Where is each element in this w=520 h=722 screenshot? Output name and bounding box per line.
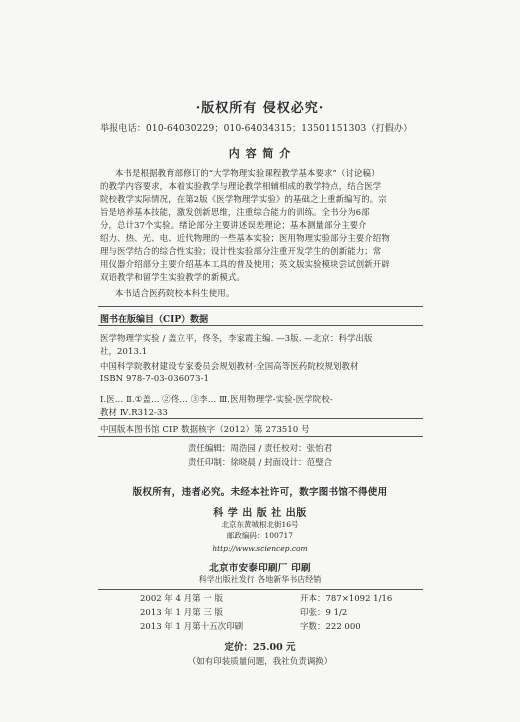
distributor: 科学出版社发行 各地新华书店经销	[198, 575, 322, 584]
publisher-url: http://www.sciencep.com	[212, 544, 308, 553]
cip-line: 中国科学院教材建设专家委员会规划教材·全国高等医药院校规划教材	[100, 361, 359, 371]
edition-row-left: 2013 年 1 月第十五次印刷	[140, 622, 244, 632]
cip-mid-rule	[98, 418, 423, 419]
intro-line: 院校教学实际情况，在第2版《医学物理学实验》的基础之上重新编写的。宗	[100, 194, 387, 204]
cip-line: 教材 Ⅳ.R312-33	[100, 407, 169, 417]
isbn: ISBN 978-7-03-036073-1	[100, 373, 210, 383]
publisher-name: 科 学 出 版 社 出版	[213, 508, 307, 519]
quality-note: （如有印装质量问题，我社负责调换）	[187, 657, 333, 667]
printer-name: 北京市安泰印刷厂 印刷	[209, 563, 311, 574]
staff-line-2: 责任印制：徐晓晨 / 封面设计：范璧合	[187, 458, 333, 468]
rights-notice: 版权所有，违者必究。未经本社许可，数字图书馆不得使用	[132, 487, 388, 498]
intro-line: 用仪器介绍部分主要介绍基本工具的普及使用；英文版实验模块尝试创新开辟	[100, 259, 390, 269]
intro-line: 本书是根据教育部修订的“大学物理实验课程教学基本要求”（讨论稿）	[115, 168, 380, 178]
cip-number: 中国版本图书馆 CIP 数据核字（2012）第 273510 号	[100, 424, 310, 434]
edition-top-rule	[98, 589, 423, 590]
cip-line: 医学物理学实验 / 盖立平，佟冬，李家霞主编. —3版. —北京：科学出版	[100, 333, 373, 343]
cip-title: 图书在版编目（CIP）数据	[100, 315, 209, 325]
intro-heading: 内 容 简 介	[228, 147, 292, 160]
price: 定价：25.00 元	[224, 642, 296, 653]
intro-line: 旨是培养基本技能，激发创新思维，注重综合能力的训练。全书分为6部	[100, 207, 370, 217]
publisher-postcode: 邮政编码：100717	[226, 531, 294, 540]
staff-line-1: 责任编辑：周浩园 / 责任校对：张怡君	[187, 444, 333, 454]
edition-row-right: 开本：787×1092 1/16	[300, 594, 393, 604]
edition-row-right: 印张：9 1/2	[300, 608, 348, 618]
publisher-address: 北京东黄城根北街16号	[221, 520, 299, 529]
cip-line: Ⅰ.医… Ⅱ.①盖… ②佟… ③李… Ⅲ.医用物理学-实验-医学院校-	[100, 394, 333, 404]
intro-audience: 本书适合医药院校本科生使用。	[115, 288, 235, 298]
intro-line: 理与医学结合的综合性实验；设计性实验部分注重开发学生的创新能力；常	[100, 246, 382, 256]
intro-line: 双语教学和留学生实验教学的新模式。	[100, 272, 245, 282]
hotline-text: 举报电话：010-64030229；010-64034315；13501151303（打假办）	[100, 124, 413, 134]
edition-row-left: 2013 年 1 月第 三 版	[140, 608, 224, 618]
copyright-title: ·版权所有 侵权必究·	[195, 101, 325, 116]
intro-line: 分，总计37个实验。绪论部分主要讲述误差理论；基本测量部分主要介	[100, 220, 367, 230]
edition-row-right: 字数：222 000	[300, 622, 361, 632]
edition-row-left: 2002 年 4 月第 一 版	[140, 594, 224, 604]
intro-line: 绍力、热、光、电、近代物理的一些基本实验；医用物理实验部分主要介绍物	[100, 233, 390, 243]
cip-line: 社，2013.1	[100, 346, 148, 356]
cip-top-rule	[98, 306, 423, 307]
cip-bottom-rule	[98, 436, 423, 437]
cip-sub-rule	[98, 325, 423, 326]
intro-line: 的教学内容要求，本着实验教学与理论教学相辅相成的教学特点，结合医学	[100, 181, 382, 191]
